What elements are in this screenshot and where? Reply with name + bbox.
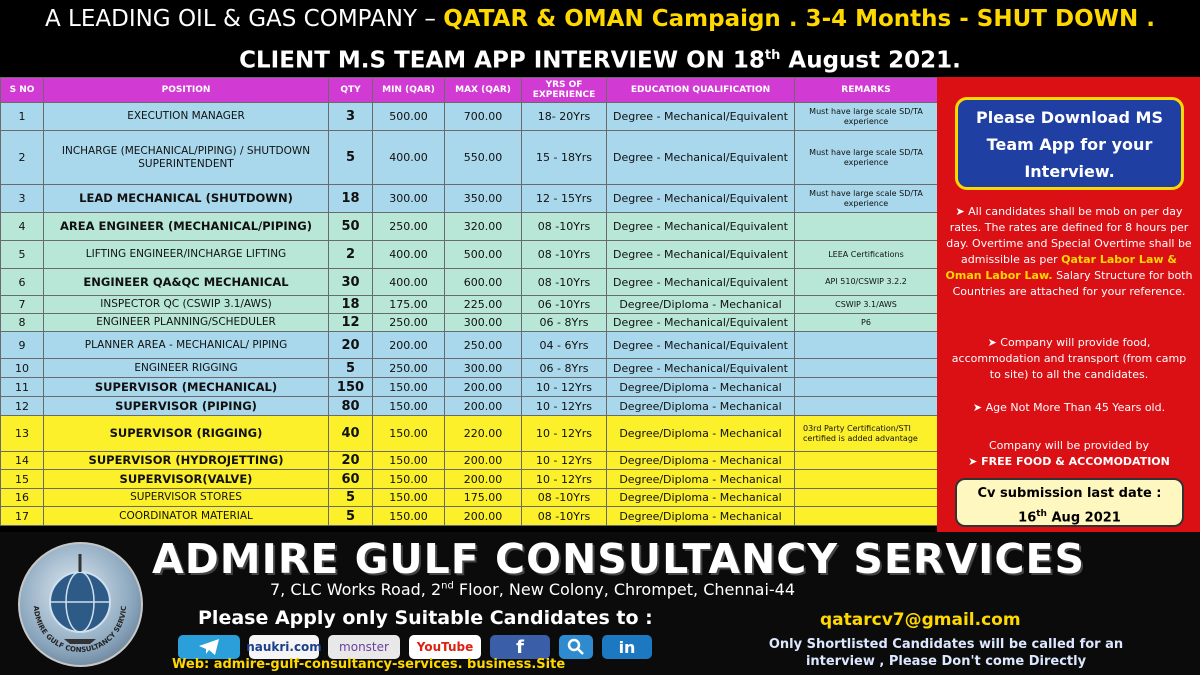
cell-yrs: 04 - 6Yrs — [522, 332, 607, 359]
cell-sno: 12 — [1, 397, 44, 416]
address-part-b: Floor, New Colony, Chrompet, Chennai-44 — [458, 580, 796, 599]
table-row — [1, 185, 938, 213]
cell-position: PLANNER AREA - MECHANICAL/ PIPING — [44, 332, 329, 359]
cell-remarks: API 510/CSWIP 3.2.2 — [795, 269, 938, 296]
table-row — [1, 131, 938, 185]
cell-sno: 11 — [1, 378, 44, 397]
cell-max: 225.00 — [445, 296, 522, 314]
provided-by-text: Company will be provided by — [988, 439, 1149, 452]
company-address — [270, 580, 795, 599]
cell-sno: 14 — [1, 452, 44, 470]
cell-qty: 12 — [329, 314, 373, 332]
column-header: MAX (QAR) — [445, 78, 522, 103]
free-food-text: FREE FOOD & ACCOMODATION — [981, 455, 1170, 468]
header-line-2 — [0, 38, 1200, 79]
age-text: Age Not More Than 45 Years old. — [985, 401, 1166, 414]
table-row — [1, 103, 938, 131]
cell-sno: 1 — [1, 103, 44, 131]
address-part-a: 7, CLC Works Road, 2 — [270, 580, 442, 599]
bullet-arrow-icon: ➤ — [987, 336, 997, 349]
food-paragraph — [945, 335, 1193, 383]
table-row — [1, 507, 938, 526]
food-text: Company will provide food, accommodation and transport (from camp to site) to all the candidates. — [951, 336, 1187, 381]
cell-remarks: CSWIP 3.1/AWS — [795, 296, 938, 314]
cell-yrs: 08 -10Yrs — [522, 269, 607, 296]
header-line-1 — [0, 0, 1200, 38]
cell-position: AREA ENGINEER (MECHANICAL/PIPING) — [44, 213, 329, 241]
cell-sno: 16 — [1, 489, 44, 507]
cell-sno: 5 — [1, 241, 44, 269]
naukri-icon[interactable]: naukri.com — [249, 635, 319, 659]
free-food-paragraph — [945, 438, 1193, 470]
table-row — [1, 452, 938, 470]
cell-remarks: 03rd Party Certification/STI certified is added advantage — [795, 416, 938, 452]
cell-position: ENGINEER PLANNING/SCHEDULER — [44, 314, 329, 332]
cell-qty: 5 — [329, 131, 373, 185]
cell-qty: 30 — [329, 269, 373, 296]
cell-yrs: 06 - 8Yrs — [522, 314, 607, 332]
company-logo — [18, 542, 143, 667]
cell-yrs: 08 -10Yrs — [522, 489, 607, 507]
cell-max: 700.00 — [445, 103, 522, 131]
cell-remarks: Must have large scale SD/TA experience — [795, 131, 938, 185]
cell-min: 150.00 — [373, 489, 445, 507]
cell-min: 150.00 — [373, 452, 445, 470]
cell-position: SUPERVISOR (HYDROJETTING) — [44, 452, 329, 470]
cell-min: 150.00 — [373, 378, 445, 397]
cell-remarks — [795, 507, 938, 526]
cv-deadline-label: Cv submission last date : — [977, 486, 1162, 501]
cell-remarks — [795, 359, 938, 378]
table-row — [1, 359, 938, 378]
cell-max: 300.00 — [445, 314, 522, 332]
cell-min: 250.00 — [373, 314, 445, 332]
cell-edu: Degree/Diploma - Mechanical — [607, 296, 795, 314]
monster-icon[interactable]: monster — [328, 635, 400, 659]
apply-text: Please Apply only Suitable Candidates to : — [198, 607, 653, 629]
column-header: S NO — [1, 78, 44, 103]
info-sidebar — [937, 77, 1200, 532]
cv-deadline-rest: Aug 2021 — [1051, 510, 1121, 526]
footer — [0, 532, 1200, 675]
cell-max: 300.00 — [445, 359, 522, 378]
cell-yrs: 10 - 12Yrs — [522, 470, 607, 489]
cell-sno: 3 — [1, 185, 44, 213]
labor-law-text: Qatar Labor Law & Oman Labor Law. — [945, 253, 1177, 282]
cell-edu: Degree - Mechanical/Equivalent — [607, 131, 795, 185]
cell-remarks: Must have large scale SD/TA experience — [795, 185, 938, 213]
cell-qty: 80 — [329, 397, 373, 416]
interview-date-sup: th — [764, 48, 781, 63]
cell-remarks — [795, 378, 938, 397]
cell-edu: Degree - Mechanical/Equivalent — [607, 241, 795, 269]
cell-max: 320.00 — [445, 213, 522, 241]
cell-remarks — [795, 470, 938, 489]
cell-min: 200.00 — [373, 332, 445, 359]
cell-position: LEAD MECHANICAL (SHUTDOWN) — [44, 185, 329, 213]
cell-position: COORDINATOR MATERIAL — [44, 507, 329, 526]
pay-rates-paragraph — [945, 204, 1193, 300]
cell-min: 400.00 — [373, 241, 445, 269]
cv-deadline-sup: th — [1036, 509, 1047, 519]
cell-yrs: 06 -10Yrs — [522, 296, 607, 314]
cell-yrs: 08 -10Yrs — [522, 213, 607, 241]
cell-remarks: P6 — [795, 314, 938, 332]
cell-min: 150.00 — [373, 416, 445, 452]
cell-position: LIFTING ENGINEER/INCHARGE LIFTING — [44, 241, 329, 269]
table-row — [1, 296, 938, 314]
cell-max: 175.00 — [445, 489, 522, 507]
cell-qty: 18 — [329, 185, 373, 213]
table-row — [1, 332, 938, 359]
cell-sno: 15 — [1, 470, 44, 489]
cell-max: 200.00 — [445, 397, 522, 416]
cell-qty: 5 — [329, 507, 373, 526]
youtube-icon[interactable]: YouTube — [409, 635, 481, 659]
cell-min: 150.00 — [373, 507, 445, 526]
column-header: YRS OF EXPERIENCE — [522, 78, 607, 103]
social-icons — [178, 635, 652, 659]
website-link[interactable]: Web: admire-gulf-consultancy-services. business.Site — [172, 657, 566, 672]
cell-yrs: 12 - 15Yrs — [522, 185, 607, 213]
cell-yrs: 08 -10Yrs — [522, 241, 607, 269]
table-row — [1, 241, 938, 269]
cell-edu: Degree/Diploma - Mechanical — [607, 470, 795, 489]
table-row — [1, 489, 938, 507]
cell-edu: Degree/Diploma - Mechanical — [607, 378, 795, 397]
cell-remarks: LEEA Certifications — [795, 241, 938, 269]
cell-yrs: 10 - 12Yrs — [522, 378, 607, 397]
cell-position: EXECUTION MANAGER — [44, 103, 329, 131]
cell-qty: 50 — [329, 213, 373, 241]
cell-qty: 5 — [329, 489, 373, 507]
pay-rates-text: All candidates shall be mob on per day rates. The rates are defined for 8 hours per day. Overtime and Special Overtime shall be admissible as per — [946, 205, 1192, 266]
logo-text: ADMIRE GULF CONSULTANCY SERVIC — [31, 605, 129, 655]
cell-remarks: Must have large scale SD/TA experience — [795, 103, 938, 131]
cell-max: 200.00 — [445, 452, 522, 470]
table-row — [1, 213, 938, 241]
cell-sno: 7 — [1, 296, 44, 314]
cell-max: 250.00 — [445, 332, 522, 359]
cell-position: SUPERVISOR(VALVE) — [44, 470, 329, 489]
cell-max: 200.00 — [445, 378, 522, 397]
cv-deadline-box — [955, 478, 1184, 527]
cell-edu: Degree - Mechanical/Equivalent — [607, 332, 795, 359]
cell-min: 150.00 — [373, 470, 445, 489]
download-ms-teams-box: Please Download MS Team App for your Interview. — [955, 97, 1184, 190]
telegram-icon[interactable] — [178, 635, 240, 659]
cell-yrs: 10 - 12Yrs — [522, 416, 607, 452]
globe-icon — [20, 544, 141, 665]
cell-edu: Degree - Mechanical/Equivalent — [607, 359, 795, 378]
cell-sno: 10 — [1, 359, 44, 378]
cell-edu: Degree/Diploma - Mechanical — [607, 397, 795, 416]
header-company-text: A LEADING OIL & GAS COMPANY – — [44, 6, 436, 32]
cell-yrs: 10 - 12Yrs — [522, 397, 607, 416]
interview-text: CLIENT M.S TEAM APP INTERVIEW ON 18 — [239, 47, 765, 74]
cell-yrs: 08 -10Yrs — [522, 507, 607, 526]
table-row — [1, 416, 938, 452]
header-campaign-text: QATAR & OMAN Campaign . 3-4 Months - SHUT DOWN . — [443, 6, 1155, 32]
cell-min: 400.00 — [373, 269, 445, 296]
cell-min: 400.00 — [373, 131, 445, 185]
cell-max: 200.00 — [445, 470, 522, 489]
table-header-row — [1, 78, 938, 103]
cell-max: 220.00 — [445, 416, 522, 452]
cell-qty: 3 — [329, 103, 373, 131]
cell-min: 500.00 — [373, 103, 445, 131]
cell-edu: Degree/Diploma - Mechanical — [607, 507, 795, 526]
cell-sno: 4 — [1, 213, 44, 241]
column-header: QTY — [329, 78, 373, 103]
cell-remarks — [795, 332, 938, 359]
salary-structure-text: Salary Structure for both Countries are attached for your reference. — [952, 269, 1193, 298]
cell-yrs: 10 - 12Yrs — [522, 452, 607, 470]
cell-sno: 2 — [1, 131, 44, 185]
cell-sno: 17 — [1, 507, 44, 526]
cell-edu: Degree - Mechanical/Equivalent — [607, 213, 795, 241]
cell-edu: Degree - Mechanical/Equivalent — [607, 185, 795, 213]
bullet-arrow-icon: ➤ — [968, 455, 978, 468]
cell-sno: 13 — [1, 416, 44, 452]
cell-edu: Degree - Mechanical/Equivalent — [607, 103, 795, 131]
cell-qty: 18 — [329, 296, 373, 314]
cell-edu: Degree/Diploma - Mechanical — [607, 416, 795, 452]
cell-position: INCHARGE (MECHANICAL/PIPING) / SHUTDOWN SUPERINTENDENT — [44, 131, 329, 185]
shortlist-note: Only Shortlisted Candidates will be called for an interview , Please Don't come Directly — [768, 637, 1124, 669]
company-name: ADMIRE GULF CONSULTANCY SERVICES — [152, 535, 1086, 583]
cell-max: 350.00 — [445, 185, 522, 213]
cell-min: 175.00 — [373, 296, 445, 314]
cell-qty: 150 — [329, 378, 373, 397]
cell-position: SUPERVISOR (MECHANICAL) — [44, 378, 329, 397]
cell-min: 150.00 — [373, 397, 445, 416]
cell-qty: 60 — [329, 470, 373, 489]
email-link[interactable]: qatarcv7@gmail.com — [820, 610, 1021, 630]
table-row — [1, 378, 938, 397]
search-icon[interactable] — [559, 635, 593, 659]
cell-position: INSPECTOR QC (CSWIP 3.1/AWS) — [44, 296, 329, 314]
cell-yrs: 15 - 18Yrs — [522, 131, 607, 185]
cell-max: 500.00 — [445, 241, 522, 269]
cell-min: 250.00 — [373, 359, 445, 378]
cell-remarks — [795, 489, 938, 507]
cell-position: SUPERVISOR (RIGGING) — [44, 416, 329, 452]
cell-sno: 9 — [1, 332, 44, 359]
cell-max: 550.00 — [445, 131, 522, 185]
cell-min: 300.00 — [373, 185, 445, 213]
cell-position: ENGINEER QA&QC MECHANICAL — [44, 269, 329, 296]
cell-sno: 6 — [1, 269, 44, 296]
column-header: MIN (QAR) — [373, 78, 445, 103]
cell-qty: 20 — [329, 332, 373, 359]
table-row — [1, 314, 938, 332]
facebook-icon[interactable]: f — [490, 635, 550, 659]
cell-position: ENGINEER RIGGING — [44, 359, 329, 378]
cell-edu: Degree - Mechanical/Equivalent — [607, 314, 795, 332]
bullet-arrow-icon: ➤ — [972, 401, 983, 414]
cell-qty: 20 — [329, 452, 373, 470]
cell-sno: 8 — [1, 314, 44, 332]
cell-qty: 5 — [329, 359, 373, 378]
cell-remarks — [795, 213, 938, 241]
cell-max: 600.00 — [445, 269, 522, 296]
cv-deadline-day: 16 — [1018, 510, 1037, 526]
cell-edu: Degree - Mechanical/Equivalent — [607, 269, 795, 296]
age-paragraph — [945, 400, 1193, 416]
cell-remarks — [795, 397, 938, 416]
column-header: POSITION — [44, 78, 329, 103]
cell-edu: Degree/Diploma - Mechanical — [607, 489, 795, 507]
column-header: EDUCATION QUALIFICATION — [607, 78, 795, 103]
cell-yrs: 06 - 8Yrs — [522, 359, 607, 378]
address-sup: nd — [441, 580, 454, 592]
interview-date-rest: August 2021. — [788, 47, 961, 74]
table-row — [1, 269, 938, 296]
cell-yrs: 18- 20Yrs — [522, 103, 607, 131]
table-row — [1, 470, 938, 489]
cell-min: 250.00 — [373, 213, 445, 241]
page-header — [0, 0, 1200, 76]
cell-qty: 40 — [329, 416, 373, 452]
cell-qty: 2 — [329, 241, 373, 269]
cell-position: SUPERVISOR (PIPING) — [44, 397, 329, 416]
cell-edu: Degree/Diploma - Mechanical — [607, 452, 795, 470]
positions-table — [0, 77, 938, 526]
cell-position: SUPERVISOR STORES — [44, 489, 329, 507]
bullet-arrow-icon: ➤ — [955, 205, 965, 218]
cell-remarks — [795, 452, 938, 470]
table-row — [1, 397, 938, 416]
column-header: REMARKS — [795, 78, 938, 103]
linkedin-icon[interactable]: in — [602, 635, 652, 659]
cell-max: 200.00 — [445, 507, 522, 526]
